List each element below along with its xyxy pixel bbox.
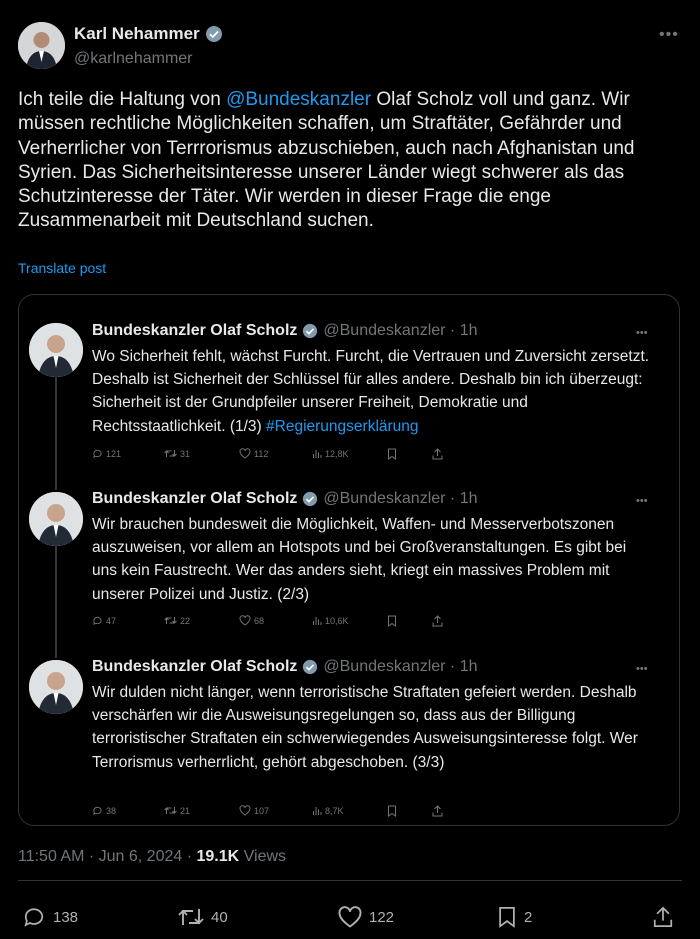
like-count: 68 <box>254 615 265 626</box>
more-icon[interactable]: ••• <box>636 327 648 339</box>
views-count: 8,7K <box>325 805 344 816</box>
reply-count: 47 <box>106 615 117 626</box>
bookmark-icon[interactable] <box>387 448 397 460</box>
reply-action[interactable] <box>92 615 116 626</box>
hashtag-link[interactable]: #Regierungserklärung <box>266 417 419 435</box>
like-action[interactable] <box>239 615 264 626</box>
bookmark-icon[interactable] <box>387 615 397 627</box>
quoted-name-row[interactable] <box>92 322 478 340</box>
quoted-avatar[interactable] <box>29 492 83 546</box>
reply-action[interactable] <box>92 448 121 459</box>
mention-link[interactable]: @Bundeskanzler <box>226 89 372 110</box>
quoted-action-bar <box>92 448 452 464</box>
like-count: 112 <box>254 448 269 459</box>
repost-action[interactable] <box>164 448 190 459</box>
verified-badge-icon <box>205 25 223 43</box>
quoted-handle-time: @Bundeskanzler · 1h <box>323 490 478 507</box>
quoted-action-bar <box>92 805 452 821</box>
like-button[interactable] <box>338 906 394 928</box>
repost-count: 31 <box>180 448 191 459</box>
reply-action[interactable] <box>92 805 116 816</box>
like-count: 122 <box>369 908 395 926</box>
quoted-text-part: Wo Sicherheit fehlt, wächst Furcht. Furcht, die Vertrauen und Zuversicht zersetzt. Deshalb ist Sicherheit der Schlüssel für alles andere. Deshalb bin ich überzeugt: Sicherheit ist der Grundpfeiler unserer Freiheit, Demokratie und Rechtsstaatlichkeit. (1/3) <box>92 348 654 435</box>
like-count: 107 <box>254 805 270 816</box>
views-count: 10,6K <box>325 615 349 626</box>
repost-count: 40 <box>211 908 228 926</box>
translate-post-link[interactable]: Translate post <box>18 260 107 276</box>
more-icon[interactable]: ••• <box>659 26 679 43</box>
share-icon[interactable] <box>432 448 443 460</box>
views-action[interactable] <box>312 615 349 626</box>
repost-icon <box>178 906 204 928</box>
views-action[interactable] <box>312 805 344 816</box>
more-icon[interactable]: ••• <box>636 495 648 507</box>
repost-button[interactable] <box>178 906 228 928</box>
quoted-text <box>92 681 652 774</box>
author-avatar[interactable] <box>18 22 65 69</box>
verified-badge-icon <box>302 491 318 507</box>
verified-badge-icon <box>302 323 318 339</box>
quoted-action-bar <box>92 615 452 631</box>
quoted-avatar[interactable] <box>29 323 83 377</box>
quoted-avatar[interactable] <box>29 660 83 714</box>
repost-count: 21 <box>180 805 191 816</box>
verified-badge-icon <box>302 659 318 675</box>
reply-count: 38 <box>106 805 117 816</box>
quoted-author-name: Bundeskanzler Olaf Scholz <box>92 490 298 507</box>
timestamp-text: 11:50 AM · Jun 6, 2024 · <box>18 848 197 865</box>
quoted-author-name: Bundeskanzler Olaf Scholz <box>92 322 298 339</box>
like-icon <box>338 906 362 928</box>
reply-icon <box>22 906 46 928</box>
repost-count: 22 <box>180 615 191 626</box>
share-icon[interactable] <box>432 805 443 817</box>
quoted-thread-card[interactable] <box>18 294 680 826</box>
author-name[interactable]: Karl Nehammer <box>74 24 200 43</box>
quoted-handle-time: @Bundeskanzler · 1h <box>323 658 478 675</box>
quoted-text-part: Wir dulden nicht länger, wenn terroristische Straftaten gefeiert werden. Deshalb verschärfen wir die Ausweisungsregelungen so, dass aus der Billigung terroristischer Straftaten ein schwerwiegendes Ausweisungsinteresse folgt. Wer Terrorismus verherrlicht, gehört abgeschoben. (3/3) <box>92 684 642 771</box>
quoted-handle-time: @Bundeskanzler · 1h <box>323 322 478 339</box>
repost-action[interactable] <box>164 615 190 626</box>
repost-action[interactable] <box>164 805 190 816</box>
post-timestamp[interactable] <box>18 848 286 866</box>
views-count: 12,8K <box>325 448 349 459</box>
author-name-row[interactable] <box>74 24 223 44</box>
views-total: 19.1K <box>196 848 240 865</box>
share-button[interactable] <box>652 906 674 928</box>
like-action[interactable] <box>239 805 269 816</box>
post-text <box>18 88 688 234</box>
views-label: Views <box>239 848 287 865</box>
more-icon[interactable]: ••• <box>636 663 648 675</box>
author-handle[interactable]: @karlnehammer <box>74 50 193 67</box>
quoted-text <box>92 345 652 438</box>
share-icon <box>652 906 674 928</box>
bookmark-icon[interactable] <box>387 805 397 817</box>
divider <box>18 880 682 881</box>
thread-connector <box>55 374 57 490</box>
quoted-name-row[interactable] <box>92 490 478 508</box>
quoted-name-row[interactable] <box>92 658 478 676</box>
thread-connector <box>55 546 57 658</box>
views-action[interactable] <box>312 448 349 459</box>
quoted-text-part: Wir brauchen bundesweit die Möglichkeit, Waffen- und Messerverbotszonen auszuweisen, vor allem an Hotspots und bei Großveranstaltungen. Es gibt bei uns kein Faustrecht. Wer das anders sieht, kriegt ein massives Problem mit unserer Polizei und Justiz. (2/3) <box>92 516 631 603</box>
bookmark-button[interactable] <box>497 906 532 928</box>
like-action[interactable] <box>239 448 268 459</box>
reply-count: 121 <box>106 448 122 459</box>
bookmark-icon <box>497 906 517 928</box>
share-icon[interactable] <box>432 615 443 627</box>
post-text-part: Olaf Scholz voll und ganz. Wir müssen rechtliche Möglichkeiten schaffen, um Straftäter, Gefährder und Verherrlicher von Terrrorismus abzuschieben, auch nach Afghanistan und Syrien. Das Sicherheitsinteresse unserer Länder wiegt schwerer als das Schutzinteresse der Täter. Wir werden in dieser Frage die enge Zusammenarbeit mit Deutschland suchen. <box>18 89 640 232</box>
reply-button[interactable] <box>22 906 78 928</box>
reply-count: 138 <box>53 908 79 926</box>
bookmark-count: 2 <box>524 908 533 926</box>
quoted-author-name: Bundeskanzler Olaf Scholz <box>92 658 298 675</box>
quoted-text <box>92 513 652 606</box>
post-text-part: Ich teile die Haltung von <box>18 89 227 110</box>
